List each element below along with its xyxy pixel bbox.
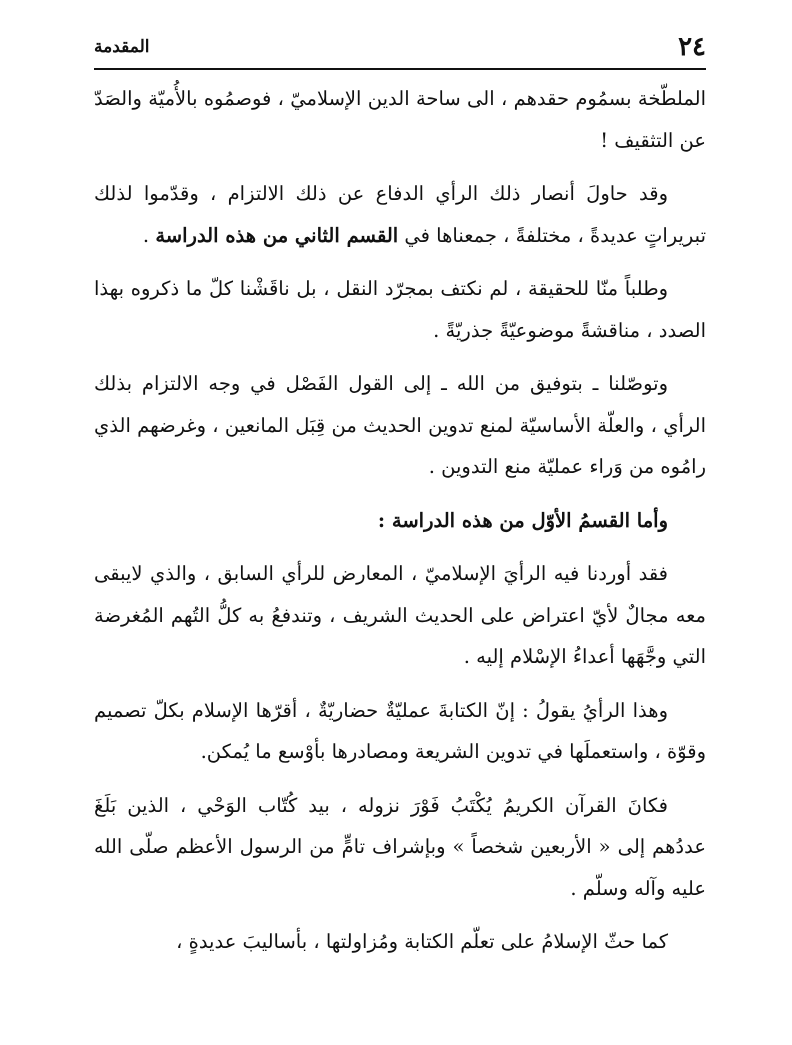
paragraph-defense-text: وقد حاولَ أنصار ذلك الرأي الدفاع عن ذلك الالتزام ، وقدّموا لذلك تبريراتٍ عديدةً ، مختلفةً ، جمعناها في (94, 182, 706, 247)
page-header (94, 30, 706, 64)
paragraph-conclusion: وتوصّلنا ـ بتوفيق من الله ـ إلى القول الفَصْل في وجه الالتزام بذلك الرأي ، والعلّة الأساسيّة لمنع تدوين الحديث من قِبَل المانعين ، وغرضهم الذي رامُوه من وَراء عمليّة منع التدوين . (94, 372, 706, 478)
section-two-reference: القسم الثاني من هذه الدراسة (155, 223, 399, 247)
paragraph-defense-end: . (142, 223, 156, 247)
paragraph-defense (94, 173, 706, 256)
header-rule (94, 68, 706, 70)
page-number: ٢٤ (678, 32, 706, 62)
paragraph-continuation: الملطّخة بسمُوم حقدهم ، الى ساحة الدين الإسلاميّ ، فوصمُوه بالأُميّة والصَدّ عن التثقيف ! (94, 87, 706, 152)
paragraph-encouragement: كما حثّ الإسلامُ على تعلّم الكتابة ومُزاولتها ، بأساليبَ عديدةٍ ، (176, 930, 668, 953)
paragraph-islamic-view: فقد أوردنا فيه الرأيَ الإسلاميّ ، المعارض للرأي السابق ، والذي لايبقى معه مجالٌ لأيّ اعتراض على الحديث الشريف ، وتندفعُ به كلُّ التُهم المُغرضة التي وجَّهَها أعداءُ الإسْلام إليه . (94, 562, 706, 668)
paragraph-writing-civilization: وهذا الرأيُ يقولُ : إنّ الكتابةَ عمليّةٌ حضاريّةٌ ، أقرّها الإسلام بكلّ تصميم وقوّة ، واستعملَها في تدوين الشريعة ومصادرها بأوْسع ما يُمكن. (94, 698, 706, 763)
page-body (94, 78, 706, 975)
paragraph-discussion: وطلباً منّا للحقيقة ، لم نكتف بمجرّد النقل ، بل ناقَشْنا كلّ ما ذكروه بهذا الصدد ، مناقشةً موضوعيّةً جذريّةً . (94, 277, 706, 342)
running-title: المقدمة (94, 37, 150, 57)
paragraph-quran-writing: فكانَ القرآن الكريمُ يُكْتَبُ فَوْرَ نزوله ، بيد كُتّاب الوَحْي ، الذين بَلَغَ عددُهم إلى « الأربعين شخصاً » وبإشراف تامٍّ من الرسول الأعظم صلّى الله عليه وآله وسلّم . (94, 793, 706, 900)
section-one-heading: وأما القسمُ الأوّل من هذه الدراسة : (377, 508, 668, 532)
